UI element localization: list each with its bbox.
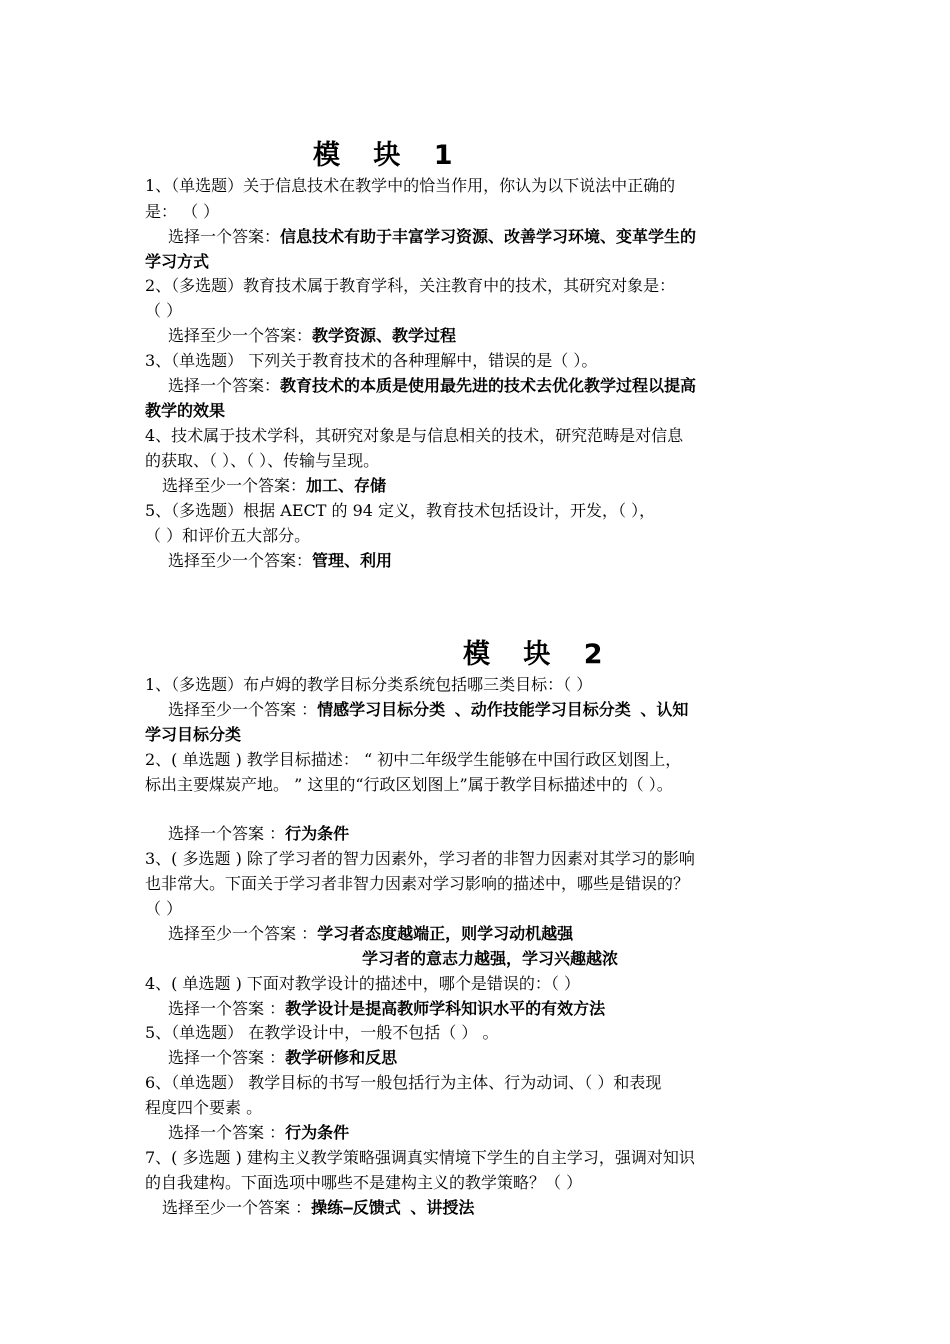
answer-prompt: 选择至少一个答案：: [162, 476, 307, 495]
m1-q3-answer: [168, 374, 696, 398]
m2-q1-answer: [168, 698, 688, 722]
answer-text: 学习者态度越端正，则学习动机越强: [317, 924, 574, 943]
answer-text: 加工、存储: [306, 476, 387, 495]
answer-prompt: 选择至少一个答案 ：: [168, 924, 318, 943]
m1-q4-answer: [162, 474, 386, 498]
m1-q1-answer: [168, 225, 696, 249]
answer-text: 管理、利用: [312, 551, 393, 570]
m2-q6-answer: [168, 1121, 349, 1145]
module-1-title: 模 块 1: [313, 140, 465, 171]
m2-q3-answer-cont: 学习者的意志力越强，学习兴趣越浓: [362, 949, 619, 968]
m2-q4-line1: 4、( 单选题 ) 下面对教学设计的描述中，哪个是错误的：（ ）: [145, 974, 581, 993]
answer-text: 行为条件: [285, 824, 350, 843]
m1-q3-answer-cont: 教学的效果: [145, 401, 226, 420]
module-2-title: 模 块 2: [463, 639, 615, 670]
m2-q7-line1: 7、( 多选题 ) 建构主义教学策略强调真实情境下学生的自主学习，强调对知识: [145, 1148, 695, 1167]
m2-q3-line1: 3、( 多选题 ) 除了学习者的智力因素外，学习者的非智力因素对其学习的影响: [145, 849, 695, 868]
m2-q7-answer: [162, 1196, 474, 1220]
m2-q5-answer: [168, 1046, 397, 1070]
m1-q3-line1: 3、（单选题） 下列关于教育技术的各种理解中，错误的是（ ）。: [145, 351, 598, 370]
answer-text: 教育技术的本质是使用最先进的技术去优化教学过程以提高: [280, 376, 697, 395]
m1-q1-answer-cont: 学习方式: [145, 252, 210, 271]
m2-q2-line1: 2、( 单选题 ) 教学目标描述： “ 初中二年级学生能够在中国行政区划图上，: [145, 750, 682, 769]
m1-q1-line1: 1、（单选题）关于信息技术在教学中的恰当作用，你认为以下说法中正确的: [145, 176, 676, 195]
m1-q5-line1: 5、（多选题）根据 AECT 的 94 定义，教育技术包括设计，开发，（ ），: [145, 501, 656, 520]
m1-q4-line1: 4、技术属于技术学科，其研究对象是与信息相关的技术，研究范畴是对信息: [145, 426, 684, 445]
m1-q1-line2: 是： （ ）: [145, 202, 220, 221]
m2-q3-line3: （ ）: [145, 899, 183, 918]
m2-q7-line2: 的自我建构。下面选项中哪些不是建构主义的教学策略？（ ）: [145, 1173, 583, 1192]
answer-prompt: 选择一个答案 ：: [168, 1048, 286, 1067]
answer-text: 情感学习目标分类 、动作技能学习目标分类 、认知: [317, 700, 689, 719]
m2-q3-answer: [168, 922, 573, 946]
answer-prompt: 选择至少一个答案：: [168, 326, 313, 345]
m2-q1-answer-cont: 学习目标分类: [145, 725, 242, 744]
m2-q1-line1: 1、（多选题）布卢姆的教学目标分类系统包括哪三类目标：（ ）: [145, 675, 593, 694]
answer-text: 教学资源、教学过程: [312, 326, 457, 345]
answer-text: 教学设计是提高教师学科知识水平的有效方法: [285, 999, 606, 1018]
m1-q2-line1: 2、（多选题）教育技术属于教育学科，关注教育中的技术，其研究对象是：: [145, 276, 676, 295]
m1-q2-line2: （ ）: [145, 301, 183, 320]
m1-q4-line2: 的获取、（ ）、（ ）、传输与呈现。: [145, 451, 380, 470]
answer-text: 信息技术有助于丰富学习资源、改善学习环境、变革学生的: [280, 227, 697, 246]
m1-q5-answer: [168, 549, 392, 573]
m1-q2-answer: [168, 324, 456, 348]
answer-text: 行为条件: [285, 1123, 350, 1142]
m2-q5-line1: 5、（单选题） 在教学设计中，一般不包括（ ） 。: [145, 1023, 499, 1042]
answer-prompt: 选择至少一个答案 ：: [162, 1198, 312, 1217]
m2-q2-answer: [168, 822, 349, 846]
answer-prompt: 选择一个答案：: [168, 376, 281, 395]
m2-q6-line2: 程度四个要素 。: [145, 1098, 263, 1117]
answer-prompt: 选择一个答案 ：: [168, 1123, 286, 1142]
answer-text: 操练—反馈式 、讲授法: [311, 1198, 475, 1217]
m2-q3-line2: 也非常大。下面关于学习者非智力因素对学习影响的描述中，哪些是错误的？: [145, 874, 690, 893]
m2-q6-line1: 6、（单选题） 教学目标的书写一般包括行为主体、行为动词、（ ）和表现: [145, 1073, 662, 1092]
m1-q5-line2: （ ）和评价五大部分。: [145, 526, 311, 545]
answer-prompt: 选择至少一个答案：: [168, 551, 313, 570]
answer-prompt: 选择一个答案 ：: [168, 999, 286, 1018]
answer-prompt: 选择至少一个答案 ：: [168, 700, 318, 719]
answer-prompt: 选择一个答案 ：: [168, 824, 286, 843]
m2-q4-answer: [168, 997, 605, 1021]
answer-prompt: 选择一个答案：: [168, 227, 281, 246]
answer-text: 教学研修和反思: [285, 1048, 398, 1067]
m2-q2-line2: 标出主要煤炭产地。 ” 这里的“行政区划图上”属于教学目标描述中的（ ）。: [145, 775, 673, 794]
